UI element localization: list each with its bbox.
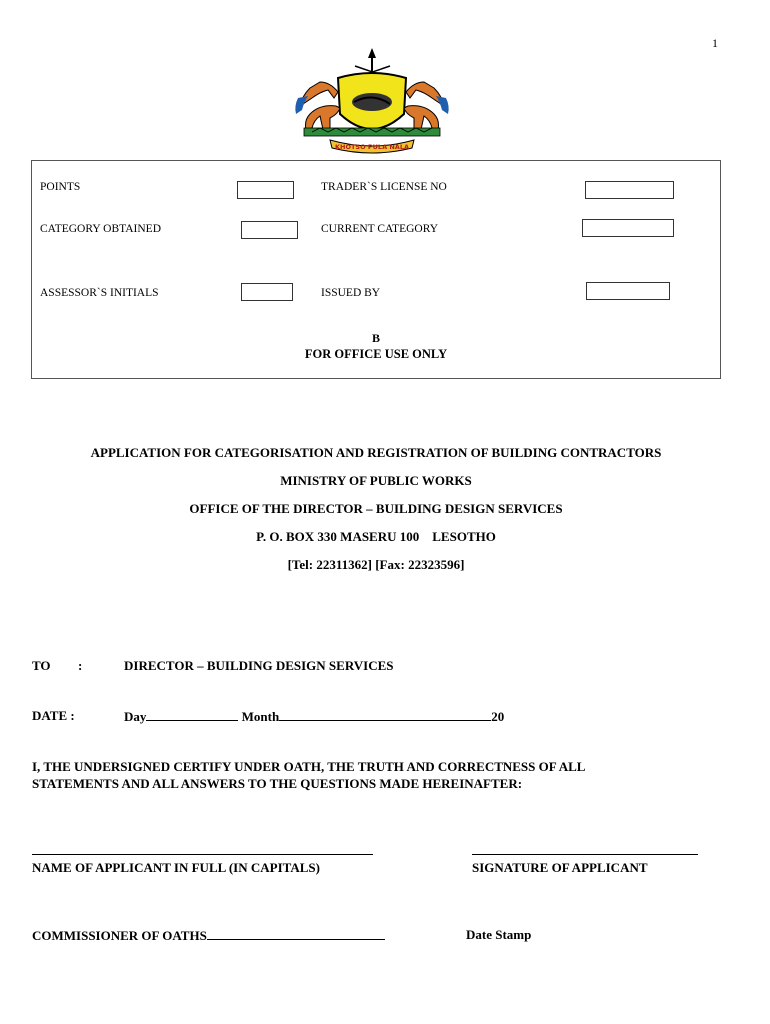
trader-license-field[interactable]	[585, 181, 674, 199]
date-label: DATE :	[32, 708, 75, 723]
form-code: B	[371, 331, 380, 345]
day-blank[interactable]	[146, 708, 238, 721]
office-use-box	[31, 160, 721, 379]
office-name: OFFICE OF THE DIRECTOR – BUILDING DESIGN SERVICES	[189, 501, 563, 516]
date-stamp-label: Date Stamp	[466, 927, 532, 942]
contact-numbers: [Tel: 22311362] [Fax: 22323596]	[287, 557, 465, 572]
page-number: 1	[712, 36, 718, 50]
points-label: POINTS	[40, 181, 81, 193]
day-label: Day	[124, 709, 147, 724]
to-label: TO	[32, 658, 51, 673]
category-obtained-label: CATEGORY OBTAINED	[40, 223, 161, 235]
month-blank[interactable]	[279, 708, 491, 721]
year-prefix: 20	[491, 709, 505, 724]
commissioner-label: COMMISSIONER OF OATHS	[32, 928, 207, 943]
category-obtained-field[interactable]	[241, 221, 298, 239]
oath-line-2: STATEMENTS AND ALL ANSWERS TO THE QUESTIONS MADE HEREINAFTER:	[32, 776, 523, 791]
current-category-field[interactable]	[582, 219, 674, 237]
commissioner-of-oaths	[32, 927, 385, 944]
issued-by-field[interactable]	[586, 282, 670, 300]
office-use-label: FOR OFFICE USE ONLY	[304, 347, 448, 361]
to-colon: :	[78, 658, 83, 673]
points-field[interactable]	[237, 181, 294, 199]
application-title: APPLICATION FOR CATEGORISATION AND REGISTRATION OF BUILDING CONTRACTORS	[90, 445, 662, 460]
applicant-signature-label: SIGNATURE OF APPLICANT	[472, 860, 648, 875]
coat-of-arms-emblem	[290, 48, 455, 158]
postal-address: P. O. BOX 330 MASERU 100 LESOTHO	[256, 529, 496, 544]
commissioner-blank[interactable]	[207, 927, 385, 940]
trader-license-label: TRADER`S LICENSE NO	[321, 181, 447, 193]
applicant-signature-line[interactable]	[472, 854, 698, 855]
assessor-initials-label: ASSESSOR`S INITIALS	[40, 287, 159, 299]
applicant-name-line[interactable]	[32, 854, 373, 855]
issued-by-label: ISSUED BY	[321, 287, 381, 299]
oath-line-1: I, THE UNDERSIGNED CERTIFY UNDER OATH, THE TRUTH AND CORRECTNESS OF ALL	[32, 759, 586, 774]
assessor-initials-field[interactable]	[241, 283, 293, 301]
to-recipient: DIRECTOR – BUILDING DESIGN SERVICES	[124, 658, 394, 673]
month-label: Month	[241, 709, 280, 724]
date-fields	[124, 708, 504, 725]
current-category-label: CURRENT CATEGORY	[321, 223, 439, 235]
emblem-motto: KHOTSO PULA NALA	[334, 143, 410, 151]
applicant-name-label: NAME OF APPLICANT IN FULL (IN CAPITALS)	[32, 860, 320, 875]
ministry-name: MINISTRY OF PUBLIC WORKS	[280, 473, 472, 488]
